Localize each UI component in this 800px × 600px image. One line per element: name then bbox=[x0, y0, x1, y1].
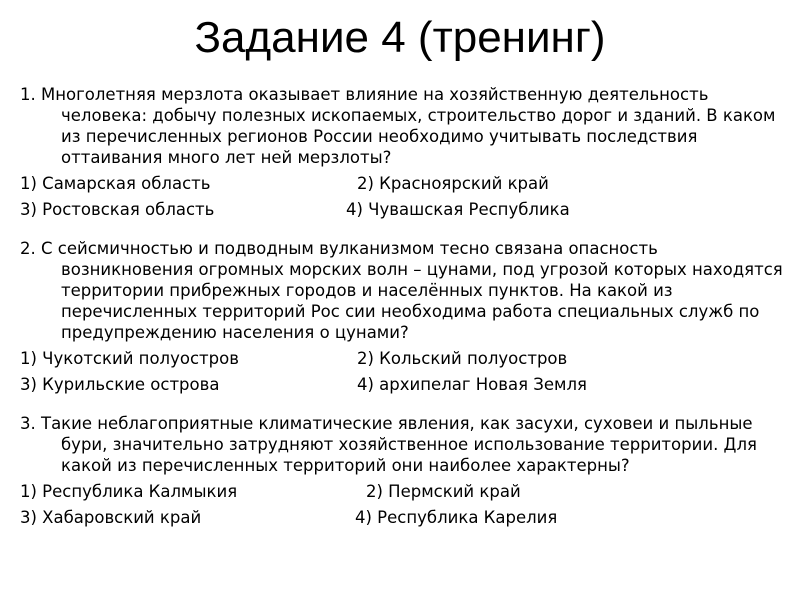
answer-row bbox=[20, 507, 788, 528]
answer-row bbox=[20, 348, 788, 369]
question-1 bbox=[20, 84, 788, 220]
answer-option: 3) Курильские острова bbox=[20, 375, 220, 394]
answer-option: 3) Хабаровский край bbox=[20, 508, 202, 527]
slide-title: Задание 4 (тренинг) bbox=[194, 13, 606, 62]
question-1-text: 1. Многолетняя мерзлота оказывает влияние на хозяйственную деятельность человека: добычу полезных ископаемых, строительство дорог и зданий. В каком из перечисленных регионов России необходимо учитывать последствия оттаивания много лет ней мерзлоты? bbox=[20, 85, 776, 167]
answer-option: 2) Пермский край bbox=[366, 482, 521, 501]
answer-row bbox=[20, 374, 788, 395]
question-3 bbox=[20, 413, 788, 528]
answer-option: 1) Самарская область bbox=[20, 174, 211, 193]
question-2-text: 2. С сейсмичностью и подводным вулканизмом тесно связана опасность возникновения огромных морских волн – цунами, под угрозой которых находятся территории прибрежных городов и населённых пунктов. На какой из перечисленных территорий Рос сии необходима работа специальных служб по предупреждению населения о цунами? bbox=[20, 239, 783, 342]
answer-row bbox=[20, 481, 788, 502]
answer-row bbox=[20, 173, 788, 194]
question-2 bbox=[20, 238, 788, 395]
answer-option: 4) Чувашская Республика bbox=[346, 200, 570, 219]
question-3-text: 3. Такие неблагоприятные климатические явления, как засухи, суховеи и пыльные бури, значительно затрудняют хозяйственное использование территории. Для какой из перечисленных территорий они наиболее характерны? bbox=[20, 414, 757, 475]
answer-option: 1) Чукотский полуостров bbox=[20, 349, 239, 368]
answer-option: 4) Республика Карелия bbox=[355, 508, 558, 527]
questions-container bbox=[20, 84, 788, 528]
answer-row bbox=[20, 199, 788, 220]
answer-option: 4) архипелаг Новая Земля bbox=[357, 375, 587, 394]
answer-option: 1) Республика Калмыкия bbox=[20, 482, 238, 501]
answer-option: 2) Красноярский край bbox=[357, 174, 549, 193]
answer-option: 2) Кольский полуостров bbox=[357, 349, 568, 368]
answer-option: 3) Ростовская область bbox=[20, 200, 215, 219]
